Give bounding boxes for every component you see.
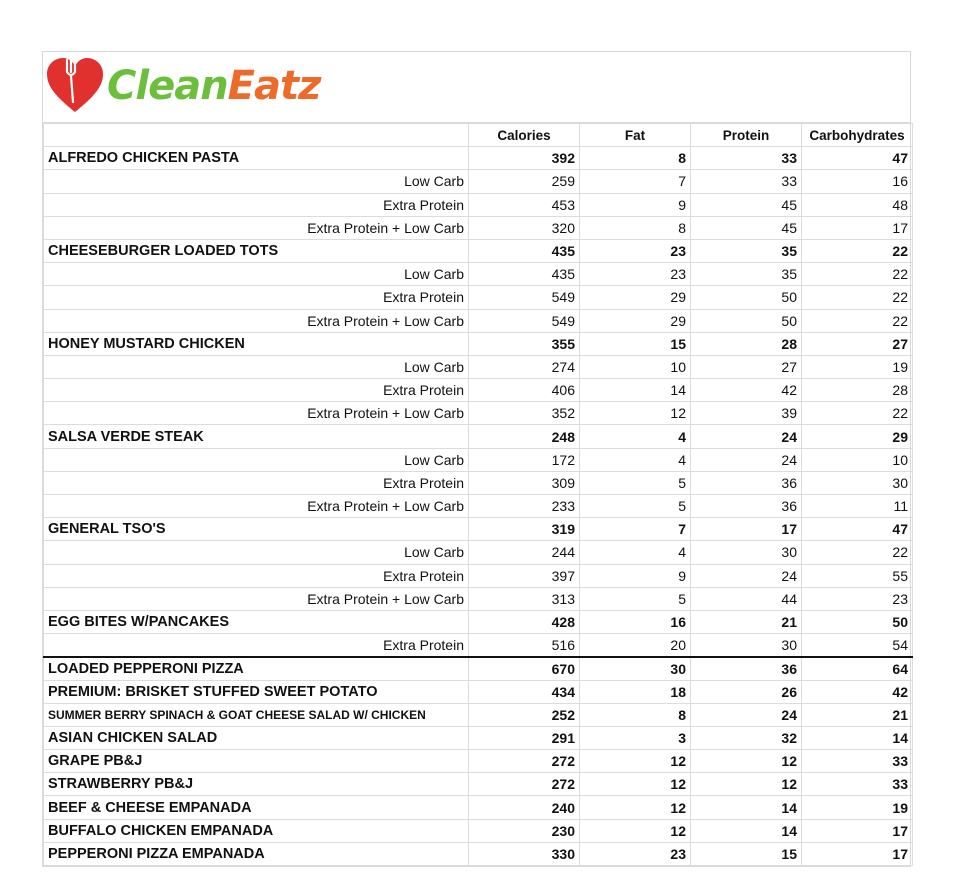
item-name: PEPPERONI PIZZA EMPANADA (44, 842, 469, 865)
protein-cell: 45 (691, 193, 802, 216)
table-row (44, 471, 913, 494)
heart-fork-icon (45, 56, 105, 116)
table-row (44, 239, 913, 262)
variant-name: Extra Protein (44, 379, 469, 402)
table-row (44, 425, 913, 448)
protein-cell: 27 (691, 355, 802, 378)
fat-cell: 8 (580, 216, 691, 239)
protein-cell: 14 (691, 819, 802, 842)
table-row (44, 518, 913, 541)
fat-cell: 18 (580, 680, 691, 703)
table-row (44, 402, 913, 425)
calories-cell: 272 (469, 773, 580, 796)
calories-cell: 309 (469, 471, 580, 494)
protein-cell: 30 (691, 634, 802, 657)
fat-cell: 12 (580, 402, 691, 425)
fat-cell: 8 (580, 703, 691, 726)
table-row (44, 309, 913, 332)
carbohydrates-cell: 22 (802, 239, 913, 262)
protein-cell: 45 (691, 216, 802, 239)
calories-cell: 248 (469, 425, 580, 448)
nutrition-table (43, 123, 913, 866)
carbohydrates-cell: 55 (802, 564, 913, 587)
item-name: EGG BITES W/PANCAKES (44, 610, 469, 633)
fat-cell: 23 (580, 263, 691, 286)
calories-cell: 291 (469, 726, 580, 749)
item-name: BEEF & CHEESE EMPANADA (44, 796, 469, 819)
item-name: PREMIUM: BRISKET STUFFED SWEET POTATO (44, 680, 469, 703)
calories-cell: 397 (469, 564, 580, 587)
fat-cell: 9 (580, 193, 691, 216)
calories-cell: 516 (469, 634, 580, 657)
calories-cell: 428 (469, 610, 580, 633)
protein-cell: 42 (691, 379, 802, 402)
protein-cell: 32 (691, 726, 802, 749)
carbohydrates-cell: 28 (802, 379, 913, 402)
calories-cell: 240 (469, 796, 580, 819)
variant-name: Extra Protein + Low Carb (44, 402, 469, 425)
calories-cell: 549 (469, 309, 580, 332)
fat-cell: 5 (580, 495, 691, 518)
calories-cell: 233 (469, 495, 580, 518)
protein-cell: 12 (691, 750, 802, 773)
protein-cell: 24 (691, 425, 802, 448)
fat-cell: 23 (580, 842, 691, 865)
protein-cell: 36 (691, 495, 802, 518)
header-row (44, 124, 913, 147)
calories-cell: 319 (469, 518, 580, 541)
carbohydrates-cell: 17 (802, 216, 913, 239)
carbohydrates-cell: 17 (802, 819, 913, 842)
table-row (44, 726, 913, 749)
protein-cell: 36 (691, 657, 802, 680)
variant-name: Extra Protein (44, 286, 469, 309)
protein-cell: 39 (691, 402, 802, 425)
table-row (44, 193, 913, 216)
table-row (44, 355, 913, 378)
protein-cell: 14 (691, 796, 802, 819)
carbohydrates-cell: 16 (802, 170, 913, 193)
carbohydrates-cell: 30 (802, 471, 913, 494)
carbohydrates-cell: 22 (802, 402, 913, 425)
calories-cell: 453 (469, 193, 580, 216)
carbohydrates-cell: 10 (802, 448, 913, 471)
carbohydrates-cell: 22 (802, 309, 913, 332)
carbohydrates-cell: 50 (802, 610, 913, 633)
table-row (44, 379, 913, 402)
carbohydrates-cell: 47 (802, 518, 913, 541)
protein-cell: 33 (691, 170, 802, 193)
variant-name: Extra Protein + Low Carb (44, 495, 469, 518)
fat-cell: 4 (580, 448, 691, 471)
table-row (44, 170, 913, 193)
protein-cell: 12 (691, 773, 802, 796)
fat-cell: 9 (580, 564, 691, 587)
column-header-protein: Protein (691, 124, 802, 147)
carbohydrates-cell: 21 (802, 703, 913, 726)
fat-cell: 5 (580, 471, 691, 494)
protein-cell: 50 (691, 286, 802, 309)
protein-cell: 24 (691, 448, 802, 471)
table-row (44, 286, 913, 309)
carbohydrates-cell: 29 (802, 425, 913, 448)
variant-name: Extra Protein (44, 564, 469, 587)
table-row (44, 564, 913, 587)
variant-name: Low Carb (44, 170, 469, 193)
fat-cell: 12 (580, 796, 691, 819)
table-row (44, 819, 913, 842)
fat-cell: 16 (580, 610, 691, 633)
carbohydrates-cell: 19 (802, 355, 913, 378)
calories-cell: 406 (469, 379, 580, 402)
calories-cell: 549 (469, 286, 580, 309)
carbohydrates-cell: 27 (802, 332, 913, 355)
fat-cell: 12 (580, 773, 691, 796)
brand-wordmark: CleanEatz (107, 63, 321, 109)
variant-name: Extra Protein (44, 634, 469, 657)
carbohydrates-cell: 23 (802, 587, 913, 610)
protein-cell: 36 (691, 471, 802, 494)
table-row (44, 448, 913, 471)
fat-cell: 4 (580, 541, 691, 564)
carbohydrates-cell: 48 (802, 193, 913, 216)
protein-cell: 15 (691, 842, 802, 865)
carbohydrates-cell: 42 (802, 680, 913, 703)
protein-cell: 50 (691, 309, 802, 332)
column-header-fat: Fat (580, 124, 691, 147)
variant-name: Low Carb (44, 355, 469, 378)
column-header-carbohydrates: Carbohydrates (802, 124, 913, 147)
table-row (44, 680, 913, 703)
fat-cell: 5 (580, 587, 691, 610)
variant-name: Extra Protein + Low Carb (44, 216, 469, 239)
variant-name: Low Carb (44, 263, 469, 286)
table-row (44, 750, 913, 773)
carbohydrates-cell: 22 (802, 286, 913, 309)
fat-cell: 15 (580, 332, 691, 355)
item-name: STRAWBERRY PB&J (44, 773, 469, 796)
protein-cell: 44 (691, 587, 802, 610)
calories-cell: 259 (469, 170, 580, 193)
table-row (44, 332, 913, 355)
fat-cell: 20 (580, 634, 691, 657)
item-name: SUMMER BERRY SPINACH & GOAT CHEESE SALAD W/ CHICKEN (44, 703, 469, 726)
fat-cell: 12 (580, 819, 691, 842)
protein-cell: 26 (691, 680, 802, 703)
fat-cell: 4 (580, 425, 691, 448)
variant-name: Low Carb (44, 541, 469, 564)
carbohydrates-cell: 33 (802, 773, 913, 796)
item-name: GRAPE PB&J (44, 750, 469, 773)
item-name: HONEY MUSTARD CHICKEN (44, 332, 469, 355)
carbohydrates-cell: 22 (802, 541, 913, 564)
carbohydrates-cell: 17 (802, 842, 913, 865)
column-header-calories: Calories (469, 124, 580, 147)
calories-cell: 435 (469, 239, 580, 262)
protein-cell: 33 (691, 147, 802, 170)
carbohydrates-cell: 22 (802, 263, 913, 286)
table-row (44, 657, 913, 680)
fat-cell: 23 (580, 239, 691, 262)
calories-cell: 244 (469, 541, 580, 564)
table-row (44, 263, 913, 286)
carbohydrates-cell: 33 (802, 750, 913, 773)
calories-cell: 435 (469, 263, 580, 286)
fat-cell: 30 (580, 657, 691, 680)
variant-name: Extra Protein (44, 193, 469, 216)
calories-cell: 274 (469, 355, 580, 378)
fat-cell: 7 (580, 170, 691, 193)
carbohydrates-cell: 11 (802, 495, 913, 518)
table-row (44, 773, 913, 796)
calories-cell: 230 (469, 819, 580, 842)
table-row (44, 634, 913, 657)
protein-cell: 24 (691, 564, 802, 587)
column-header-item (44, 124, 469, 147)
item-name: ALFREDO CHICKEN PASTA (44, 147, 469, 170)
calories-cell: 320 (469, 216, 580, 239)
protein-cell: 35 (691, 239, 802, 262)
fat-cell: 29 (580, 309, 691, 332)
item-name: ASIAN CHICKEN SALAD (44, 726, 469, 749)
fat-cell: 3 (580, 726, 691, 749)
table-row (44, 842, 913, 865)
item-name: SALSA VERDE STEAK (44, 425, 469, 448)
variant-name: Extra Protein + Low Carb (44, 587, 469, 610)
calories-cell: 252 (469, 703, 580, 726)
table-body (44, 147, 913, 866)
protein-cell: 35 (691, 263, 802, 286)
item-name: LOADED PEPPERONI PIZZA (44, 657, 469, 680)
table-row (44, 703, 913, 726)
protein-cell: 17 (691, 518, 802, 541)
brand-logo (45, 56, 320, 116)
table-row (44, 216, 913, 239)
item-name: GENERAL TSO'S (44, 518, 469, 541)
fat-cell: 14 (580, 379, 691, 402)
table-row (44, 541, 913, 564)
carbohydrates-cell: 19 (802, 796, 913, 819)
carbohydrates-cell: 54 (802, 634, 913, 657)
item-name: BUFFALO CHICKEN EMPANADA (44, 819, 469, 842)
calories-cell: 272 (469, 750, 580, 773)
item-name: CHEESEBURGER LOADED TOTS (44, 239, 469, 262)
table-row (44, 147, 913, 170)
carbohydrates-cell: 14 (802, 726, 913, 749)
calories-cell: 434 (469, 680, 580, 703)
protein-cell: 30 (691, 541, 802, 564)
calories-cell: 330 (469, 842, 580, 865)
fat-cell: 8 (580, 147, 691, 170)
table-row (44, 610, 913, 633)
fat-cell: 10 (580, 355, 691, 378)
carbohydrates-cell: 47 (802, 147, 913, 170)
calories-cell: 352 (469, 402, 580, 425)
table-row (44, 796, 913, 819)
table-row (44, 495, 913, 518)
variant-name: Extra Protein (44, 471, 469, 494)
calories-cell: 172 (469, 448, 580, 471)
calories-cell: 392 (469, 147, 580, 170)
table-row (44, 587, 913, 610)
protein-cell: 24 (691, 703, 802, 726)
variant-name: Extra Protein + Low Carb (44, 309, 469, 332)
fat-cell: 29 (580, 286, 691, 309)
calories-cell: 355 (469, 332, 580, 355)
calories-cell: 313 (469, 587, 580, 610)
protein-cell: 28 (691, 332, 802, 355)
carbohydrates-cell: 64 (802, 657, 913, 680)
variant-name: Low Carb (44, 448, 469, 471)
fat-cell: 12 (580, 750, 691, 773)
logo-row (43, 52, 910, 123)
protein-cell: 21 (691, 610, 802, 633)
fat-cell: 7 (580, 518, 691, 541)
calories-cell: 670 (469, 657, 580, 680)
nutrition-sheet (42, 51, 911, 867)
